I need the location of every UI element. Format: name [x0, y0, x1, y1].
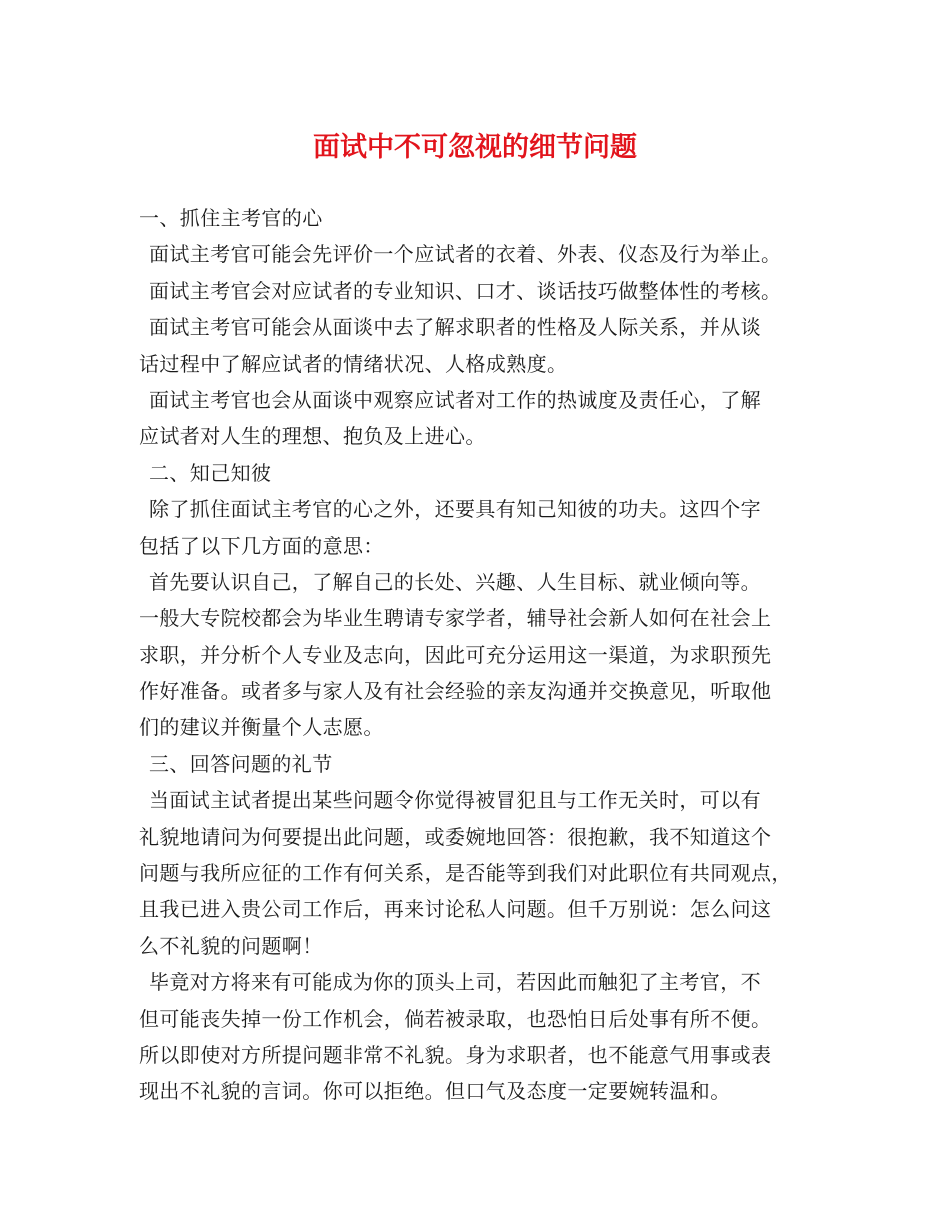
- paragraph-line: 且我已进入贵公司工作后，再来讨论私人问题。但千万别说：怎么问这: [139, 897, 772, 922]
- paragraph-line: 面试主考官也会从面谈中观察应试者对工作的热诚度及责任心，了解: [149, 387, 761, 412]
- section-heading: 一、抓住主考官的心: [139, 206, 323, 230]
- paragraph-line: 面试主考官可能会先评价一个应试者的衣着、外表、仪态及行为举止。: [149, 242, 782, 267]
- paragraph-line: 面试主考官会对应试者的专业知识、口才、谈话技巧做整体性的考核。: [149, 278, 782, 303]
- paragraph-line: 现出不礼貌的言词。你可以拒绝。但口气及态度一定要婉转温和。: [139, 1079, 731, 1104]
- paragraph-line: 话过程中了解应试者的情绪状况、人格成熟度。: [139, 351, 568, 376]
- document-body: [139, 200, 829, 1110]
- paragraph-line: 礼貌地请问为何要提出此问题，或委婉地回答：很抱歉，我不知道这个: [139, 824, 772, 849]
- document-title: 面试中不可忽视的细节问题: [313, 132, 637, 163]
- paragraph-line: 作好准备。或者多与家人及有社会经验的亲友沟通并交换意见，听取他: [139, 679, 772, 704]
- paragraph-line: 包括了以下几方面的意思：: [139, 533, 384, 558]
- paragraph-line: 么不礼貌的问题啊！: [139, 933, 323, 958]
- section-heading: 二、知己知彼: [149, 460, 272, 485]
- paragraph-line: 但可能丧失掉一份工作机会，倘若被录取，也恐怕日后处事有所不便。: [139, 1006, 772, 1031]
- paragraph-line: 问题与我所应征的工作有何关系，是否能等到我们对此职位有共同观点，: [139, 861, 792, 886]
- paragraph-line: 毕竟对方将来有可能成为你的顶头上司，若因此而触犯了主考官，不: [149, 970, 761, 995]
- paragraph-line: 们的建议并衡量个人志愿。: [139, 715, 384, 740]
- paragraph-line: 当面试主试者提出某些问题令你觉得被冒犯且与工作无关时，可以有: [149, 788, 761, 813]
- paragraph-line: 面试主考官可能会从面谈中去了解求职者的性格及人际关系，并从谈: [149, 315, 761, 340]
- paragraph-line: 首先要认识自己，了解自己的长处、兴趣、人生目标、就业倾向等。: [149, 569, 761, 594]
- section-heading: 三、回答问题的礼节: [149, 751, 333, 776]
- paragraph-line: 应试者对人生的理想、抱负及上进心。: [139, 424, 486, 449]
- paragraph-line: 一般大专院校都会为毕业生聘请专家学者，辅导社会新人如何在社会上: [139, 606, 772, 631]
- paragraph-line: 除了抓住面试主考官的心之外，还要具有知己知彼的功夫。这四个字: [149, 497, 761, 522]
- paragraph-line: 求职，并分析个人专业及志向，因此可充分运用这一渠道，为求职预先: [139, 642, 772, 667]
- paragraph-line: 所以即使对方所提问题非常不礼貌。身为求职者，也不能意气用事或表: [139, 1042, 772, 1067]
